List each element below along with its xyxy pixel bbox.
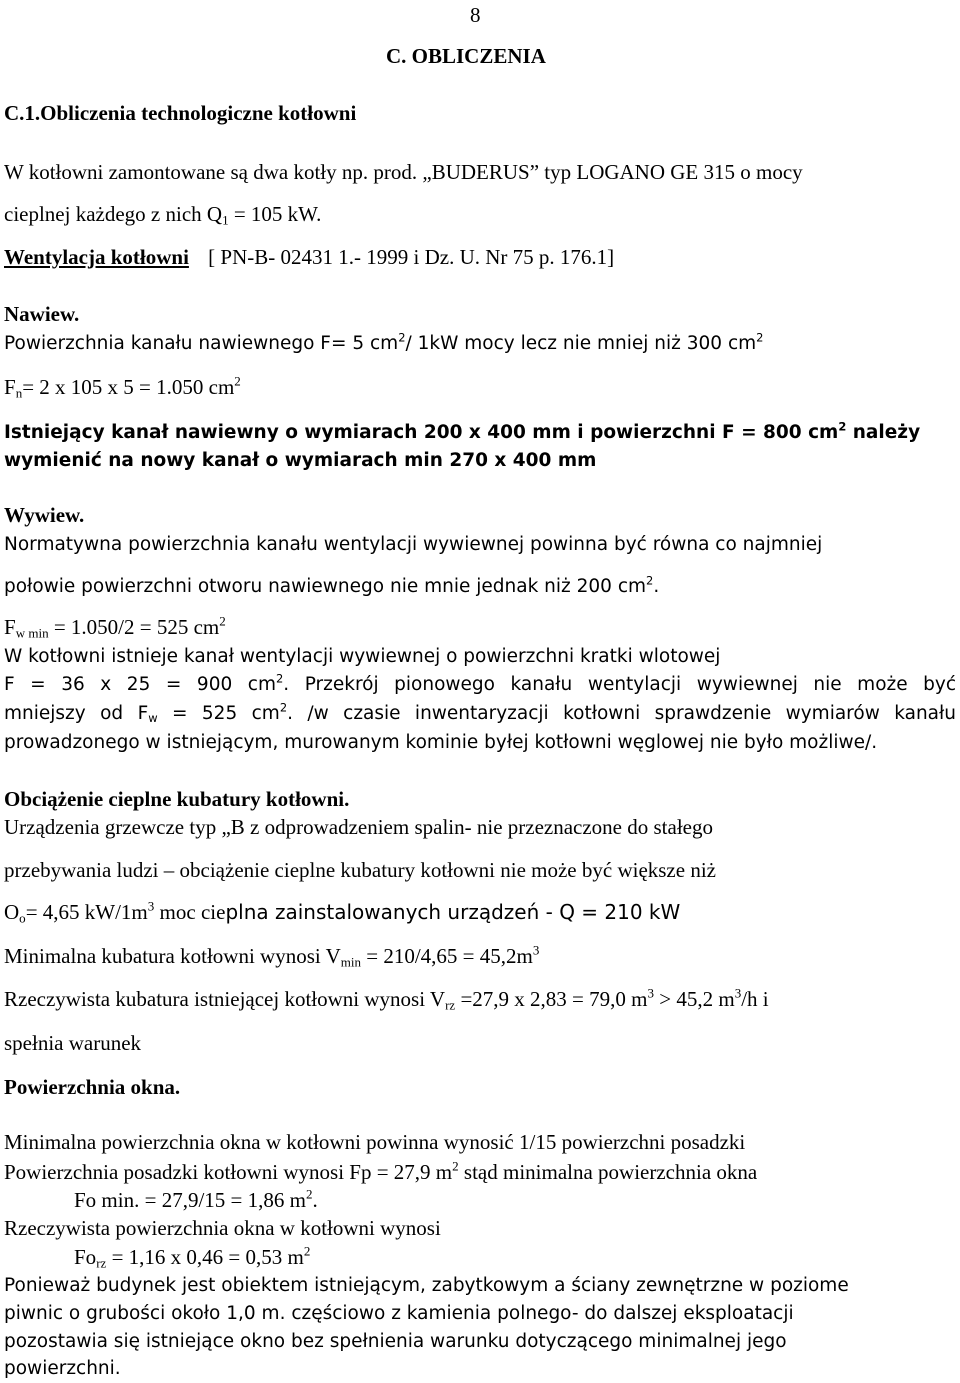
text: plna zainstalowanych urządzeń - Q = 210 kW: [225, 900, 681, 924]
text: . /w czasie inwentaryzacji kotłowni sprawdzenie wymiarów kanału: [287, 703, 956, 724]
superscript: 2: [275, 671, 284, 686]
heat-load-line-1: Urządzenia grzewcze typ „B z odprowadzeniem spalin- nie przeznaczone do stałego: [4, 815, 713, 839]
superscript: 2: [305, 1186, 313, 1202]
exhaust-line-4: [4, 672, 956, 697]
text: =27,9 x 2,83 = 79,0 m: [455, 987, 648, 1011]
subscript: min: [340, 954, 361, 970]
subscript: w: [148, 710, 158, 725]
text: połowie powierzchni otworu nawiewnego nie mnie jednak niż 200 cm: [4, 576, 647, 597]
text: Istniejący kanał nawiewny o wymiarach 200 x 400 mm i powierzchni F = 800 cm: [4, 422, 839, 443]
text: cieplnej każdego z nich Q: [4, 202, 223, 226]
superscript: 2: [279, 700, 288, 715]
text: Fo: [74, 1245, 97, 1269]
text: Fo min. = 27,9/15 = 1,86 m: [74, 1188, 306, 1212]
ventilation-title: Wentylacja kotłowni: [4, 245, 189, 269]
intake-formula: [4, 375, 956, 400]
intake-requirement: [4, 331, 956, 356]
exhaust-line-1: Normatywna powierzchnia kanału wentylacji wywiewnej powinna być równa co najmniej: [4, 534, 823, 555]
heat-load-line-5: [4, 987, 956, 1012]
ventilation-reference: [ PN-B- 02431 1.- 1999 i Dz. U. Nr 75 p. 176.1]: [208, 245, 615, 269]
window-line-4: Rzeczywista powierzchnia okna w kotłowni wynosi: [4, 1216, 441, 1240]
boiler-paragraph-line-1: W kotłowni zamontowane są dwa kotły np. prod. „BUDERUS” typ LOGANO GE 315 o mocy: [4, 160, 803, 184]
text: = 105 kW.: [228, 202, 322, 226]
window-line-3: [4, 1188, 956, 1213]
text: Minimalna kubatura kotłowni wynosi V: [4, 944, 341, 968]
superscript: 2: [234, 373, 241, 389]
text: F: [4, 615, 16, 639]
superscript: 3: [532, 942, 540, 958]
heat-load-line-3: [4, 900, 956, 925]
superscript: 2: [303, 1243, 311, 1259]
exhaust-formula: [4, 615, 956, 640]
text: = 1,16 x 0,46 = 0,53 m: [106, 1245, 304, 1269]
window-line-5: [4, 1245, 956, 1270]
text: moc cie: [154, 900, 226, 924]
text: = 210/4,65 = 45,2m: [361, 944, 533, 968]
window-line-7: piwnic o grubości około 1,0 m. częściowo z kamienia polnego- do dalszej eksploatacji: [4, 1303, 794, 1324]
window-line-9: powierzchni.: [4, 1358, 121, 1379]
exhaust-line-5: [4, 701, 956, 726]
text: = 2 x 105 x 5 = 1.050 cm: [22, 375, 235, 399]
subscript: n: [15, 385, 23, 401]
text: = 1.050/2 = 525 cm: [48, 615, 220, 639]
boiler-paragraph-line-2: [4, 202, 956, 227]
page-number: 8: [470, 3, 481, 27]
subscript: o: [19, 910, 26, 926]
text: Powierzchnia posadzki kotłowni wynosi Fp = 27,9 m: [4, 1160, 453, 1184]
ventilation-heading: [4, 245, 956, 270]
superscript: 2: [838, 419, 847, 434]
text: = 4,65 kW/1m: [25, 900, 148, 924]
text: .: [653, 576, 660, 597]
subscript: w min: [15, 625, 49, 641]
section-title: C. OBLICZENIA: [386, 44, 546, 68]
subscript: rz: [96, 1255, 107, 1271]
heat-load-line-6: spełnia warunek: [4, 1031, 142, 1055]
exhaust-line-6: prowadzonego w istniejącym, murowanym kominie byłej kotłowni węglowej nie było możliwe/.: [4, 732, 878, 753]
text: mniejszy od F: [4, 703, 149, 724]
text: .: [312, 1188, 318, 1212]
window-line-1: Minimalna powierzchnia okna w kotłowni powinna wynosić 1/15 powierzchni posadzki: [4, 1130, 746, 1154]
window-line-8: pozostawia się istniejące okno bez spełnienia warunku dotyczącego minimalnej jego: [4, 1331, 787, 1352]
text: /h i: [741, 987, 769, 1011]
text: należy: [846, 422, 921, 443]
window-line-2: [4, 1160, 956, 1185]
superscript: 2: [646, 573, 654, 588]
text: . Przekrój pionowego kanału wentylacji wywiewnej nie może być: [283, 674, 957, 695]
superscript: 2: [756, 330, 764, 345]
subscript: 1: [222, 212, 229, 228]
subsection-heading: C.1.Obliczenia technologiczne kotłowni: [4, 101, 357, 125]
superscript: 2: [398, 330, 406, 345]
superscript: 3: [147, 898, 155, 914]
text: Rzeczywista kubatura istniejącej kotłowni wynosi V: [4, 987, 446, 1011]
exhaust-line-3: W kotłowni istnieje kanał wentylacji wywiewnej o powierzchni kratki wlotowej: [4, 646, 721, 667]
window-line-6: Ponieważ budynek jest obiektem istniejącym, zabytkowym a ściany zewnętrzne w poziome: [4, 1275, 849, 1296]
text: Powierzchnia kanału nawiewnego F= 5 cm: [4, 333, 399, 354]
heat-load-line-4: [4, 944, 956, 969]
text: F = 36 x 25 = 900 cm: [4, 674, 276, 695]
intake-heading: Nawiew.: [4, 302, 80, 326]
superscript: 3: [647, 985, 655, 1001]
text: / 1kW mocy lecz nie mniej niż 300 cm: [405, 333, 757, 354]
superscript: 2: [452, 1158, 459, 1174]
superscript: 2: [219, 613, 226, 629]
window-heading: Powierzchnia okna.: [4, 1075, 181, 1099]
intake-note-line-1: [4, 420, 956, 445]
text: O: [4, 900, 20, 924]
subscript: rz: [445, 997, 456, 1013]
text: > 45,2 m: [654, 987, 735, 1011]
text: F: [4, 375, 16, 399]
exhaust-heading: Wywiew.: [4, 503, 85, 527]
text: = 525 cm: [157, 703, 280, 724]
heat-load-line-2: przebywania ludzi – obciążenie cieplne kubatury kotłowni nie może być większe niż: [4, 858, 716, 882]
intake-note-line-2: wymienić na nowy kanał o wymiarach min 270 x 400 mm: [4, 450, 597, 471]
heat-load-heading: Obciążenie cieplne kubatury kotłowni.: [4, 787, 350, 811]
exhaust-line-2: [4, 574, 956, 599]
text: stąd minimalna powierzchnia okna: [458, 1160, 758, 1184]
superscript: 3: [734, 985, 742, 1001]
